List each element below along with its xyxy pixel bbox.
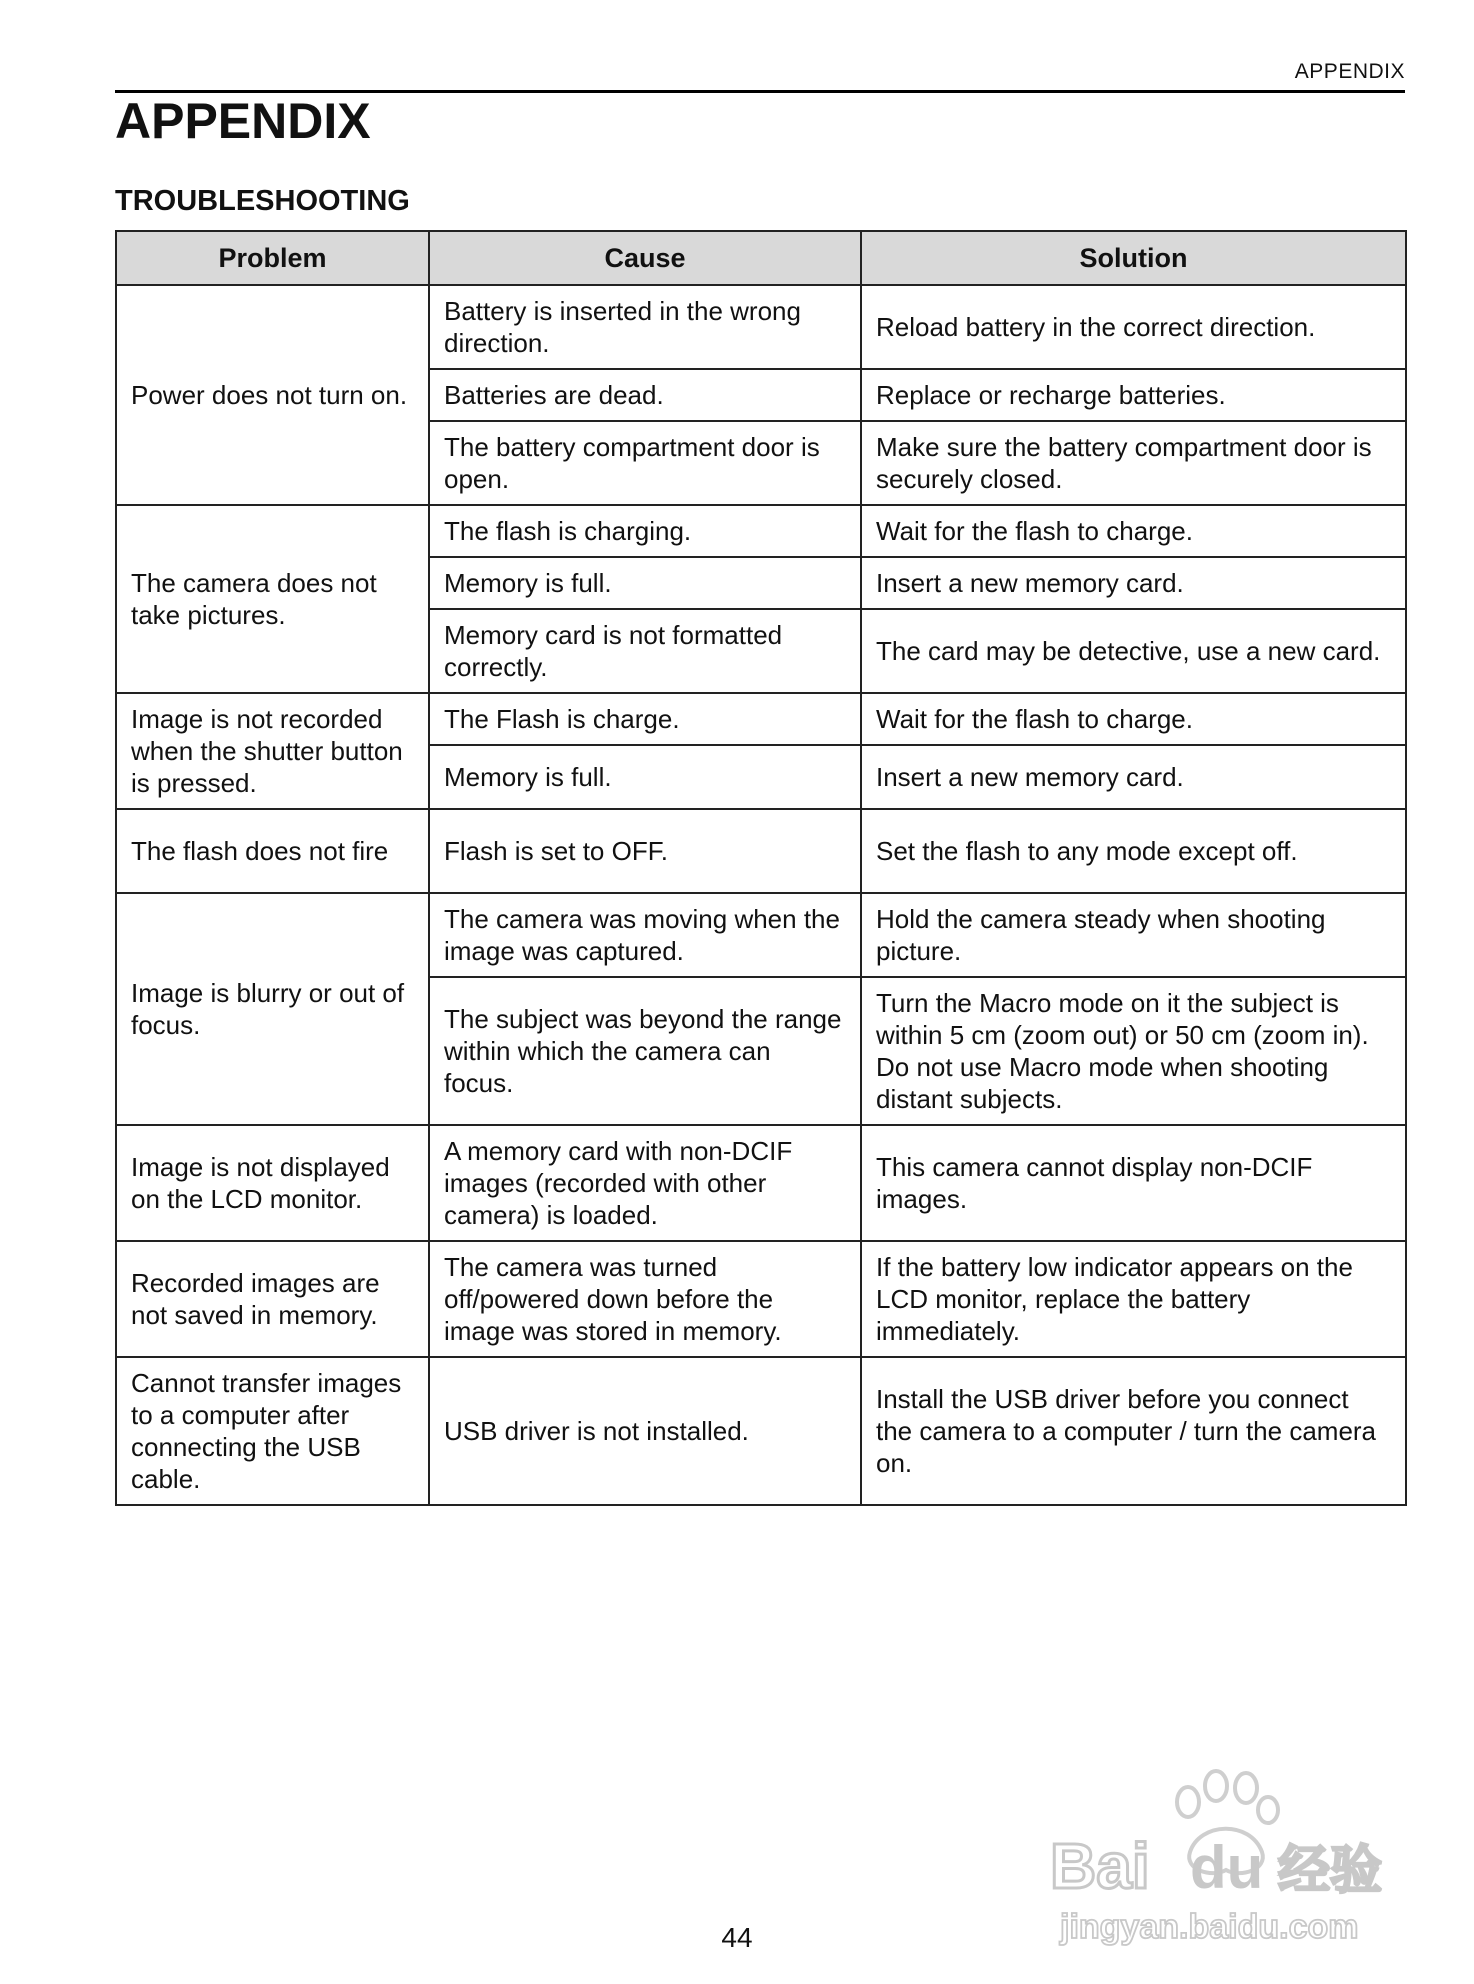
table-row <box>116 285 1406 369</box>
troubleshooting-table <box>115 230 1407 1506</box>
solution-cell: The card may be detective, use a new card. <box>861 609 1406 693</box>
problem-cell: Image is not displayed on the LCD monitor. <box>116 1125 429 1241</box>
cause-cell: A memory card with non-DCIF images (recorded with other camera) is loaded. <box>429 1125 861 1241</box>
solution-cell: Turn the Macro mode on it the subject is within 5 cm (zoom out) or 50 cm (zoom in). Do not use Macro mode when shooting distant subjects. <box>861 977 1406 1125</box>
solution-cell: Insert a new memory card. <box>861 557 1406 609</box>
solution-cell: Wait for the flash to charge. <box>861 505 1406 557</box>
cause-cell: Memory is full. <box>429 557 861 609</box>
cause-cell: Batteries are dead. <box>429 369 861 421</box>
table-row <box>116 693 1406 745</box>
table-row <box>116 1357 1406 1505</box>
cause-cell: The camera was turned off/powered down before the image was stored in memory. <box>429 1241 861 1357</box>
table-row <box>116 505 1406 557</box>
problem-cell: Image is not recorded when the shutter button is pressed. <box>116 693 429 809</box>
cause-cell: The camera was moving when the image was captured. <box>429 893 861 977</box>
cause-cell: Flash is set to OFF. <box>429 809 861 893</box>
problem-cell: Recorded images are not saved in memory. <box>116 1241 429 1357</box>
cause-cell: USB driver is not installed. <box>429 1357 861 1505</box>
table-row <box>116 893 1406 977</box>
cause-cell: The flash is charging. <box>429 505 861 557</box>
solution-cell: This camera cannot display non-DCIF images. <box>861 1125 1406 1241</box>
cause-cell: Battery is inserted in the wrong direction. <box>429 285 861 369</box>
cause-cell: The subject was beyond the range within which the camera can focus. <box>429 977 861 1125</box>
header-cause: Cause <box>429 231 861 285</box>
table-row <box>116 1241 1406 1357</box>
problem-cell: Cannot transfer images to a computer after connecting the USB cable. <box>116 1357 429 1505</box>
baidu-watermark-logo <box>1040 1760 1420 1950</box>
cause-cell: The battery compartment door is open. <box>429 421 861 505</box>
svg-text:jingyan.baidu.com: jingyan.baidu.com <box>1060 1908 1359 1946</box>
svg-text:经验: 经验 <box>1278 1841 1383 1901</box>
solution-cell: Insert a new memory card. <box>861 745 1406 809</box>
section-title: TROUBLESHOOTING <box>115 185 410 217</box>
solution-cell: If the battery low indicator appears on the LCD monitor, replace the battery immediately. <box>861 1241 1406 1357</box>
header-problem: Problem <box>116 231 429 285</box>
solution-cell: Replace or recharge batteries. <box>861 369 1406 421</box>
page-title: APPENDIX <box>115 93 371 149</box>
solution-cell: Set the flash to any mode except off. <box>861 809 1406 893</box>
cause-cell: Memory card is not formatted correctly. <box>429 609 861 693</box>
problem-cell: The camera does not take pictures. <box>116 505 429 693</box>
header-solution: Solution <box>861 231 1406 285</box>
table-row <box>116 809 1406 893</box>
solution-cell: Hold the camera steady when shooting picture. <box>861 893 1406 977</box>
problem-cell: Image is blurry or out of focus. <box>116 893 429 1125</box>
solution-cell: Reload battery in the correct direction. <box>861 285 1406 369</box>
running-header <box>115 60 1405 93</box>
svg-text:du: du <box>1190 1834 1264 1901</box>
cause-cell: The Flash is charge. <box>429 693 861 745</box>
solution-cell: Install the USB driver before you connect the camera to a computer / turn the camera on. <box>861 1357 1406 1505</box>
table-header-row <box>116 231 1406 285</box>
page-number: 44 <box>721 1922 753 1953</box>
solution-cell: Wait for the flash to charge. <box>861 693 1406 745</box>
cause-cell: Memory is full. <box>429 745 861 809</box>
table-row <box>116 1125 1406 1241</box>
problem-cell: The flash does not fire <box>116 809 429 893</box>
svg-text:Bai: Bai <box>1050 1830 1150 1902</box>
running-header-text: APPENDIX <box>1294 60 1405 83</box>
solution-cell: Make sure the battery compartment door is securely closed. <box>861 421 1406 505</box>
problem-cell: Power does not turn on. <box>116 285 429 505</box>
